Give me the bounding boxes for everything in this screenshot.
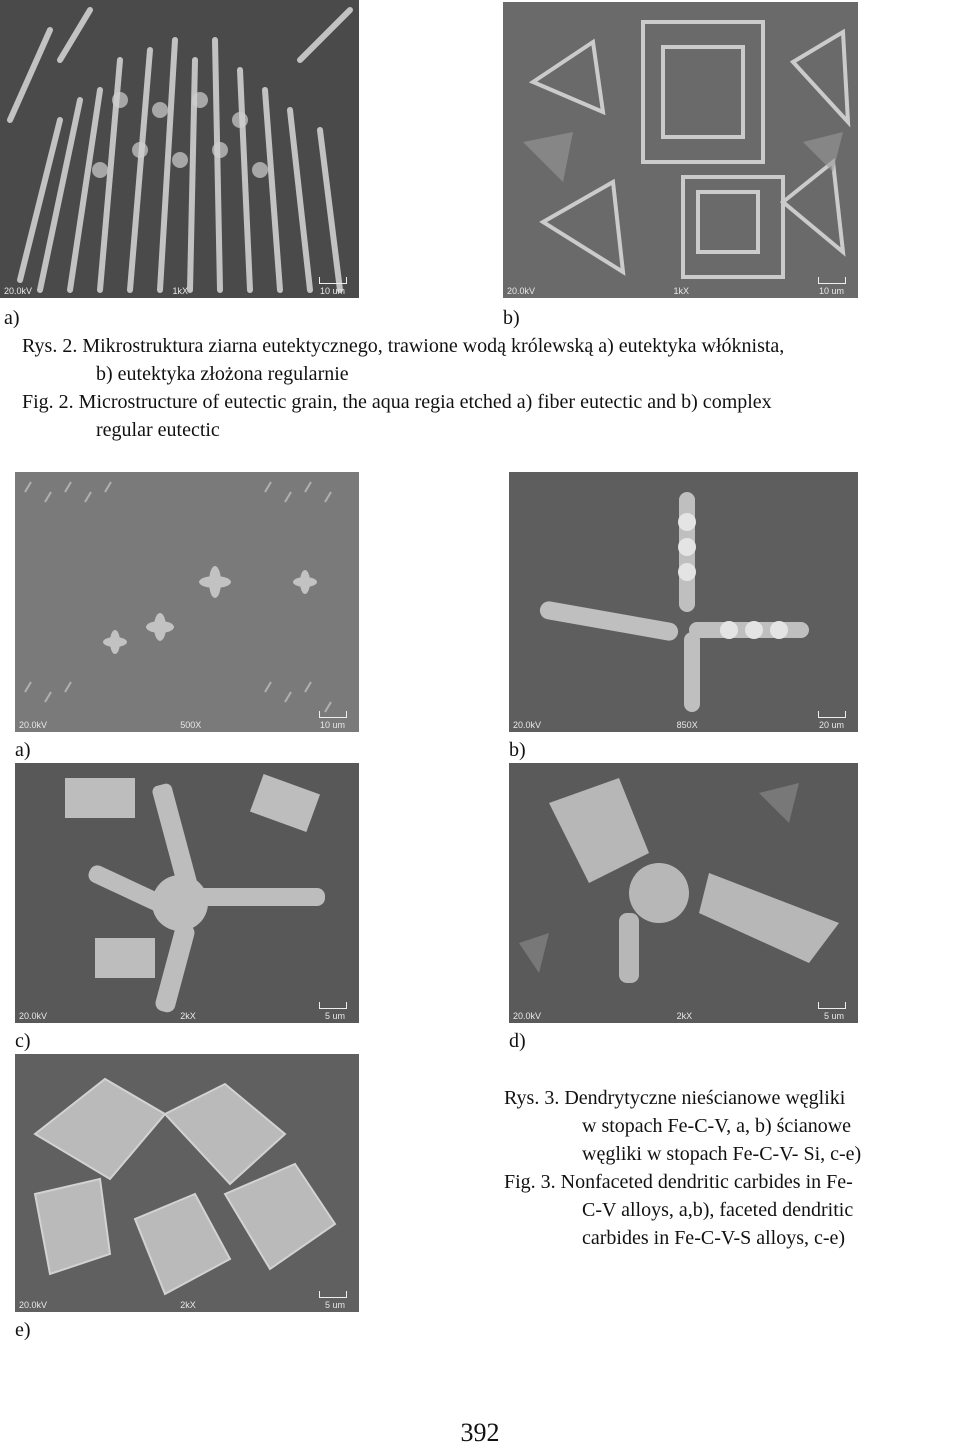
voltage-label: 20.0kV: [513, 720, 542, 730]
magnification-label: 1kX: [673, 286, 690, 296]
fig2-caption-pl-line2: b) eutektyka złożona regularnie: [96, 363, 349, 385]
fig3-caption-en-line2: C-V alloys, a,b), faceted dendritic: [582, 1199, 854, 1221]
scale-label: 5 um: [324, 1300, 345, 1310]
magnification-label: 2kX: [676, 1011, 693, 1021]
voltage-label: 20.0kV: [19, 720, 48, 730]
voltage-label: 20.0kV: [19, 1011, 48, 1021]
page-number: 392: [460, 1418, 500, 1447]
faceted-dendrite-c-image: [15, 763, 359, 1023]
fig3-caption-pl-line3: węgliki w stopach Fe-C-V- Si, c-e): [582, 1143, 862, 1165]
voltage-label: 20.0kV: [513, 1011, 542, 1021]
fig3-label-d: d): [509, 1030, 526, 1052]
fig2-label-b: b): [503, 307, 520, 329]
fig3-micrograph-e: [15, 1054, 359, 1312]
fig3-caption-pl-line2: w stopach Fe-C-V, a, b) ścianowe: [582, 1115, 852, 1137]
voltage-label: 20.0kV: [507, 286, 536, 296]
complex-eutectic-image: [503, 2, 858, 298]
magnification-label: 500X: [180, 720, 202, 730]
fig3-caption-en-line3: carbides in Fe-C-V-S alloys, c-e): [582, 1227, 846, 1249]
scale-label: 10 um: [319, 720, 345, 730]
faceted-cubes-image: [15, 1054, 359, 1312]
scale-label: 20 um: [818, 720, 844, 730]
fig3-label-b: b): [509, 739, 526, 761]
fig2-micrograph-b: [503, 2, 858, 298]
fig2-caption-pl-line1: Rys. 2. Mikrostruktura ziarna eutektycznego, trawione wodą królewską a) eutektyka włóknista,: [22, 335, 785, 357]
fig3-micrograph-b: [509, 472, 858, 732]
voltage-label: 20.0kV: [19, 1300, 48, 1310]
fig3-micrograph-a: [15, 472, 359, 732]
fig3-caption-en-line1: Fig. 3. Nonfaceted dendritic carbides in Fe-: [504, 1171, 853, 1193]
magnification-label: 1kX: [172, 286, 188, 296]
magnification-label: 2kX: [180, 1300, 196, 1310]
fig3-micrograph-c: [15, 763, 359, 1023]
faceted-dendrite-d-image: [509, 763, 858, 1023]
fig2-label-a: a): [4, 307, 20, 329]
fig2-caption-en-line2: regular eutectic: [96, 419, 220, 441]
scale-label: 5 um: [823, 1011, 844, 1021]
fig3-label-c: c): [15, 1030, 31, 1052]
fig2-micrograph-a: [0, 0, 359, 298]
scale-label: 10 um: [818, 286, 844, 296]
fig3-micrograph-d: [509, 763, 858, 1023]
scale-label: 10 um: [319, 286, 345, 296]
magnification-label: 850X: [676, 720, 698, 730]
fig3-label-a: a): [15, 739, 31, 761]
dendrite-star-image: [509, 472, 858, 732]
fiber-eutectic-image: [0, 0, 359, 298]
fig2-caption-en-line1: Fig. 2. Microstructure of eutectic grain, the aqua regia etched a) fiber eutectic and b) complex: [22, 391, 772, 413]
voltage-label: 20.0kV: [4, 286, 33, 296]
fig3-caption-pl-line1: Rys. 3. Dendrytyczne nieścianowe węgliki: [504, 1087, 846, 1109]
magnification-label: 2kX: [180, 1011, 196, 1021]
scale-label: 5 um: [324, 1011, 345, 1021]
fig3-label-e: e): [15, 1319, 31, 1341]
dendrite-overview-image: [15, 472, 359, 732]
